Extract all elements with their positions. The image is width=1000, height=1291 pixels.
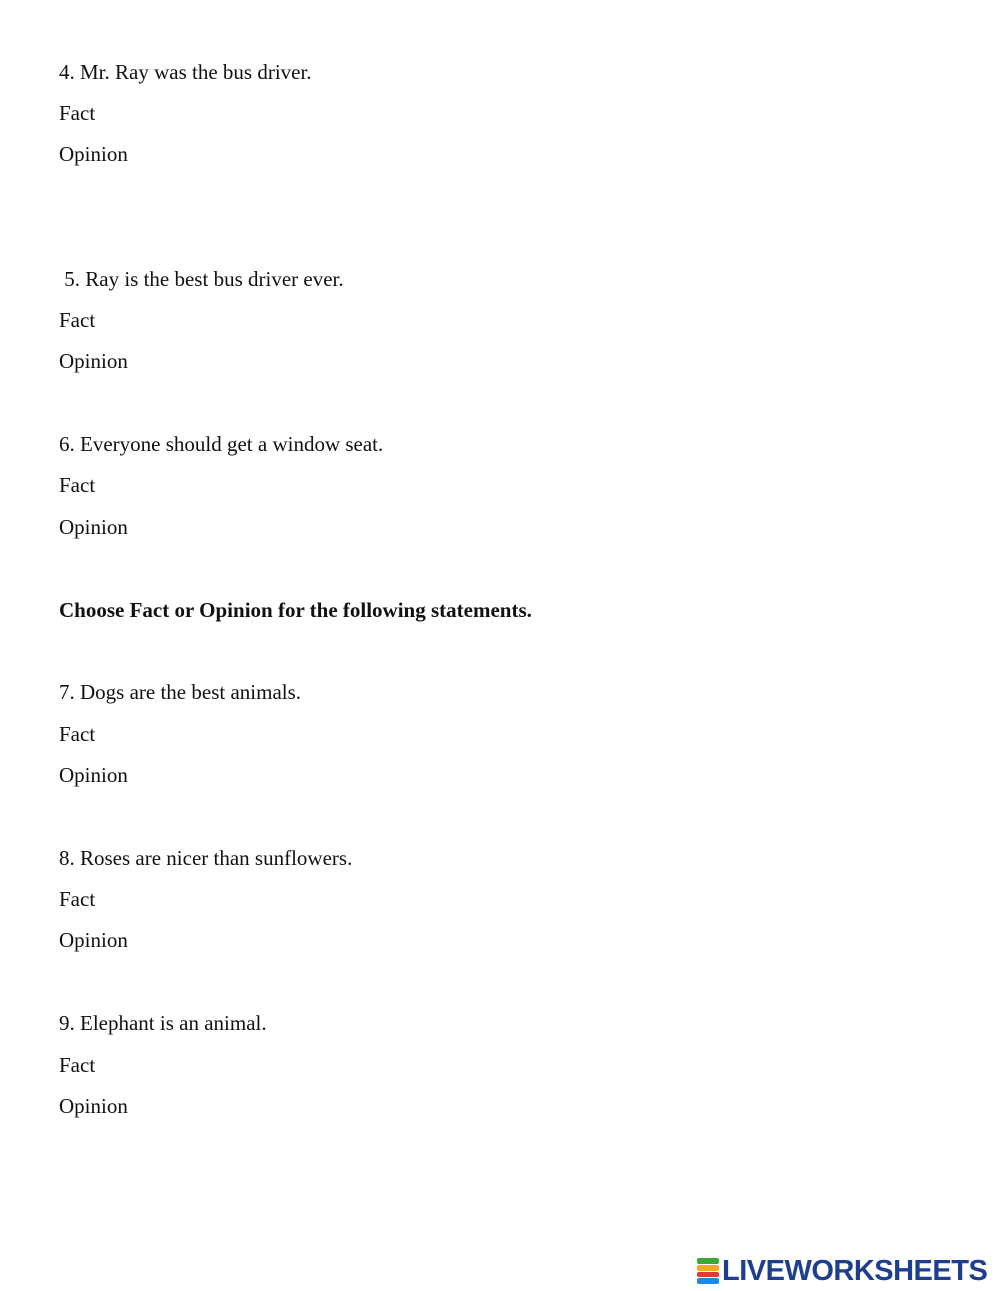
question-5-statement: 5. Ray is the best bus driver ever. [59, 267, 344, 291]
question-7-option-opinion[interactable]: Opinion [59, 763, 128, 787]
question-7-statement: 7. Dogs are the best animals. [59, 680, 302, 704]
question-5-option-fact[interactable]: Fact [59, 308, 96, 332]
badge-segment [697, 1272, 719, 1278]
question-8-option-fact[interactable]: Fact [59, 887, 96, 911]
badge-segment [697, 1258, 719, 1264]
question-8-statement: 8. Roses are nicer than sunflowers. [59, 846, 353, 870]
instruction-heading: Choose Fact or Opinion for the following statements. [59, 598, 532, 622]
question-4-option-opinion[interactable]: Opinion [59, 142, 128, 166]
badge-segment [697, 1265, 719, 1271]
liveworksheets-wordmark: LIVEWORKSHEETS [722, 1255, 988, 1287]
question-6-statement: 6. Everyone should get a window seat. [59, 432, 384, 456]
liveworksheets-logo [697, 1255, 987, 1287]
question-6-option-fact[interactable]: Fact [59, 473, 96, 497]
question-5-option-opinion[interactable]: Opinion [59, 349, 128, 373]
question-9-option-opinion[interactable]: Opinion [59, 1094, 128, 1118]
question-8-option-opinion[interactable]: Opinion [59, 928, 128, 952]
question-9-statement: 9. Elephant is an animal. [59, 1011, 267, 1035]
question-4-statement: 4. Mr. Ray was the bus driver. [59, 60, 312, 84]
question-4-option-fact[interactable]: Fact [59, 101, 96, 125]
question-9-option-fact[interactable]: Fact [59, 1053, 96, 1077]
question-7-option-fact[interactable]: Fact [59, 722, 96, 746]
liveworksheets-badge-icon [697, 1258, 719, 1284]
question-6-option-opinion[interactable]: Opinion [59, 515, 128, 539]
badge-segment [697, 1278, 719, 1284]
